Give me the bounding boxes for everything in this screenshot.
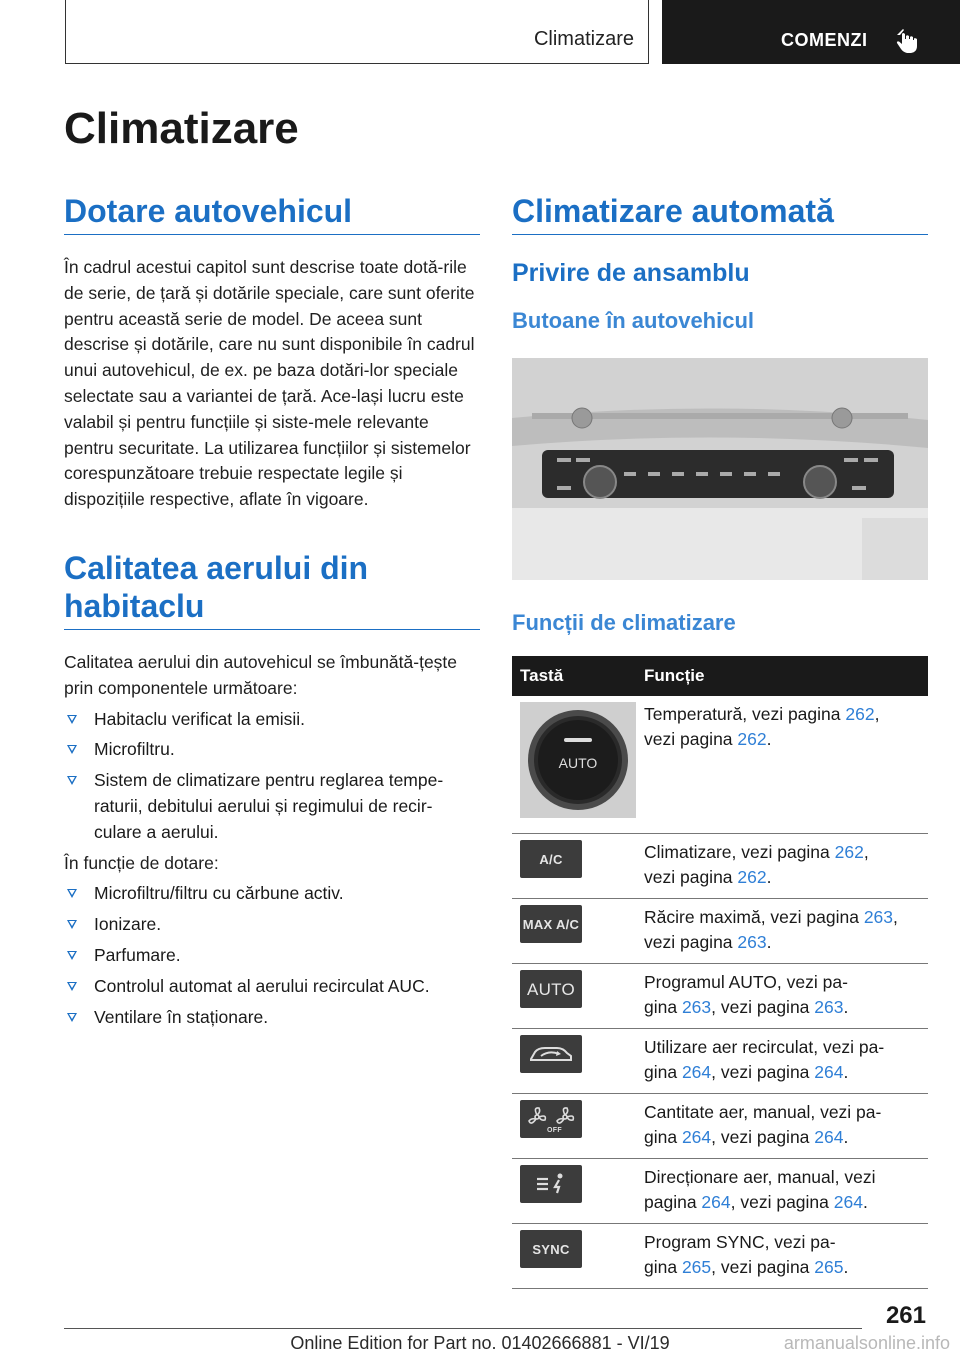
air-quality-intro: Calitatea aerului din autovehicul se îmbunătă-țește prin componentele următoare:	[64, 651, 458, 698]
page-link[interactable]: 265	[681, 1257, 712, 1277]
control-panel-illustration	[512, 358, 928, 580]
key-cell	[512, 1159, 644, 1224]
table-row	[512, 834, 928, 899]
optional-equipment-list	[64, 881, 480, 1030]
air-quality-list	[64, 707, 480, 846]
subheading-functions: Funcții de climatizare	[512, 610, 736, 635]
footer-divider	[64, 1328, 862, 1329]
page-link[interactable]: 262	[737, 729, 767, 749]
function-cell: Program SYNC, vezi pa- gina 265, vezi pagina 265.	[644, 1224, 928, 1289]
air-direction-key	[520, 1165, 582, 1203]
function-cell: Utilizare aer recirculat, vezi pa- gina 264, vezi pagina 264.	[644, 1029, 928, 1094]
list-item	[64, 974, 480, 1000]
list-item-text: Controlul automat al aerului recirculat AUC.	[94, 975, 430, 996]
function-cell: Climatizare, vezi pagina 262, vezi pagina 262.	[644, 834, 928, 899]
page-link[interactable]: 264	[833, 1192, 863, 1212]
page-link[interactable]: 262	[834, 842, 864, 862]
fan-off-label: OFF	[547, 1127, 562, 1134]
subheading-buttons: Butoane în autovehicul	[512, 308, 755, 333]
key-cell	[512, 899, 644, 964]
page-link[interactable]: 264	[681, 1062, 712, 1082]
page-link[interactable]: 263	[681, 997, 712, 1017]
table-row	[512, 696, 928, 834]
air-direction-icon	[534, 1171, 568, 1197]
subheading-overview: Privire de ansamblu	[512, 259, 750, 287]
running-header-section: Climatizare	[533, 28, 634, 50]
list-item-text: Ventilare în staționare.	[94, 1006, 269, 1027]
list-item-text: Microfiltru/filtru cu cărbune activ.	[94, 883, 344, 904]
page-link[interactable]: 265	[814, 1257, 844, 1277]
list-item	[64, 881, 480, 907]
function-text: Temperatură, vezi pagina	[644, 704, 846, 724]
watermark: armanualsonline.info	[783, 1333, 950, 1353]
optional-equipment-intro: În funcție de dotare:	[64, 852, 219, 873]
page-link[interactable]: 264	[681, 1127, 712, 1147]
left-column	[64, 192, 480, 1030]
list-item	[64, 943, 480, 969]
triangle-bullet-icon	[67, 889, 77, 898]
page-title: Climatizare	[64, 104, 299, 153]
auto-key: AUTO	[520, 970, 582, 1008]
table-row	[512, 1094, 928, 1159]
key-cell	[512, 964, 644, 1029]
page-link[interactable]: 262	[845, 704, 875, 724]
function-cell: Cantitate aer, manual, vezi pa- gina 264, vezi pagina 264.	[644, 1094, 928, 1159]
function-cell: Programul AUTO, vezi pa- gina 263, vezi pagina 263.	[644, 964, 928, 1029]
ac-key: A/C	[520, 840, 582, 878]
list-item-text: Habitaclu verificat la emisii.	[94, 708, 306, 729]
page-link[interactable]: 263	[737, 932, 767, 952]
column-header-key: Tastă	[512, 656, 644, 696]
list-item	[64, 707, 480, 733]
section-heading-auto-climate: Climatizare automată	[512, 192, 928, 235]
triangle-bullet-icon	[67, 951, 77, 960]
column-header-function: Funcție	[644, 656, 928, 696]
page-link[interactable]: 264	[814, 1127, 844, 1147]
recirculation-key	[520, 1035, 582, 1073]
page-link[interactable]: 264	[814, 1062, 844, 1082]
table-row	[512, 899, 928, 964]
recirculation-icon	[527, 1042, 575, 1066]
list-item	[64, 737, 480, 763]
triangle-bullet-icon	[67, 745, 77, 754]
key-cell	[512, 1029, 644, 1094]
hand-pointer-icon	[894, 25, 920, 55]
list-item-text: Sistem de climatizare pentru reglarea tempe-raturii, debitului aerului și regimului de recir-culare a aerului.	[94, 770, 444, 842]
table-row	[512, 964, 928, 1029]
list-item-text: Ionizare.	[94, 914, 162, 935]
equipment-paragraph: În cadrul acestui capitol sunt descrise toate dotă-rile de serie, de țară și dotările speciale, care sunt oferite pentru această serie de model. De aceea sunt descrise și dotările, care nu sunt disponibile în cadrul unui autovehicul, de ex. pe baza dotări-lor speciale selectate sau a variantei de țară. Ace-lași lucru este valabil și pentru funcțiile și siste-mele relevante pentru securitate. La utilizarea funcțiilor și sistemelor corespunzătoare trebuie respectate legile și dispozițiile respective, aflate în vigoare.	[64, 257, 475, 510]
triangle-bullet-icon	[67, 1013, 77, 1022]
page-link[interactable]: 263	[814, 997, 844, 1017]
fan-key	[520, 1100, 582, 1138]
section-heading-equipment: Dotare autovehicul	[64, 192, 480, 235]
page-link[interactable]: 262	[737, 867, 767, 887]
fan-icon	[523, 1104, 579, 1134]
table-row	[512, 1029, 928, 1094]
list-item-text: Microfiltru.	[94, 739, 175, 760]
climate-functions-table	[512, 656, 928, 1289]
key-cell	[512, 696, 644, 834]
triangle-bullet-icon	[67, 776, 77, 785]
sync-key: SYNC	[520, 1230, 582, 1268]
triangle-bullet-icon	[67, 920, 77, 929]
key-cell	[512, 1094, 644, 1159]
list-item	[64, 768, 480, 845]
function-cell: Direcționare aer, manual, vezi pagina 264, vezi pagina 264.	[644, 1159, 928, 1224]
table-header-row	[512, 656, 928, 696]
page-link[interactable]: 263	[863, 907, 894, 927]
temperature-knob-icon	[520, 702, 636, 818]
table-row	[512, 1224, 928, 1289]
max-ac-key: MAX A/C	[520, 905, 582, 943]
list-item	[64, 912, 480, 938]
auto-label: AUTO	[558, 755, 598, 771]
key-cell	[512, 1224, 644, 1289]
chapter-tab[interactable]	[662, 0, 960, 64]
function-cell: Temperatură, vezi pagina 262, vezi pagina 262.	[644, 696, 928, 834]
section-heading-air-quality: Calitatea aerului din habitaclu	[64, 549, 480, 630]
running-header-box	[65, 0, 649, 64]
function-cell: Răcire maximă, vezi pagina 263, vezi pagina 263.	[644, 899, 928, 964]
list-item-text: Parfumare.	[94, 944, 181, 965]
table-row	[512, 1159, 928, 1224]
page-link[interactable]: 264	[701, 1192, 731, 1212]
page-number: 261	[885, 1302, 926, 1329]
right-column	[512, 192, 928, 334]
chapter-tab-label: COMENZI	[781, 30, 868, 50]
key-cell	[512, 834, 644, 899]
footer-edition: Online Edition for Part no. 01402666881 - VI/19	[290, 1333, 670, 1353]
triangle-bullet-icon	[67, 982, 77, 991]
triangle-bullet-icon	[67, 715, 77, 724]
list-item	[64, 1005, 480, 1031]
climate-control-panel-photo	[512, 358, 928, 580]
